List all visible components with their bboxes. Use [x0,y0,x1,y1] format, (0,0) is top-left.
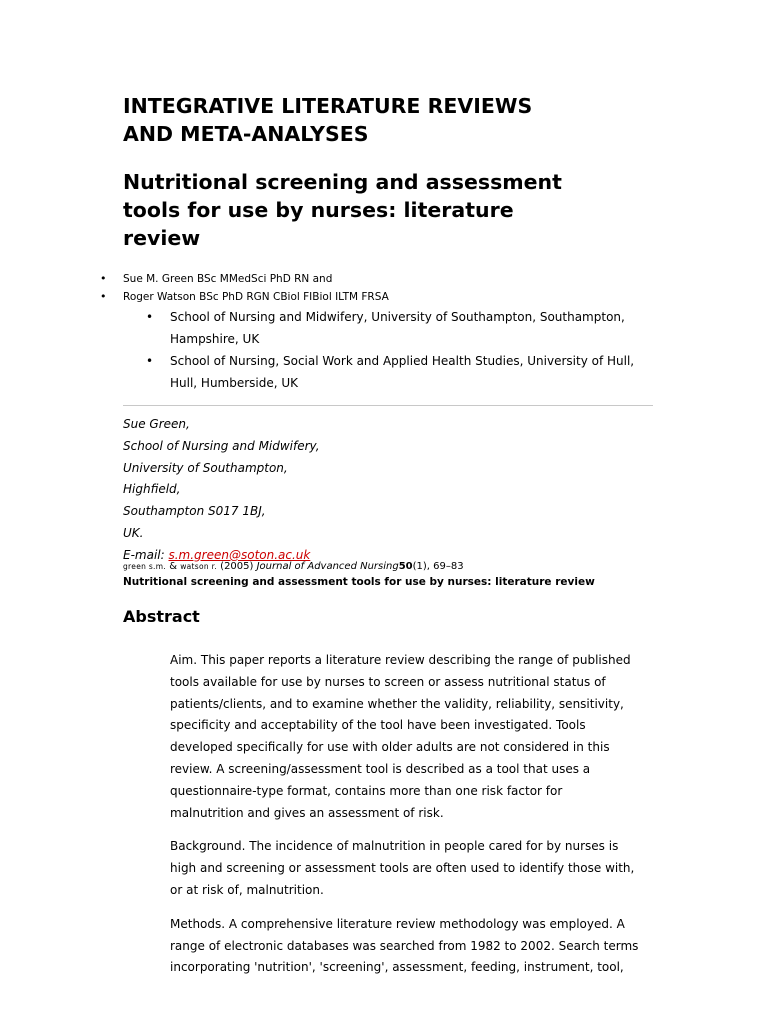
text-line: incorporating 'nutrition', 'screening', assessment, feeding, instrument, tool, [170,960,624,975]
citation-separator: & [166,561,181,572]
abstract-paragraph-methods [170,914,656,979]
affiliation-line: Hull, Humberside, UK [170,376,299,390]
abstract-heading: Abstract [123,607,200,626]
text-line: developed specifically for use with older adults are not considered in this [170,740,610,755]
text-line: patients/clients, and to examine whether the validity, reliability, sensitivity, [170,696,624,711]
citation-issue-pages: (1), 69–83 [412,561,464,572]
section-heading-line: AND META-ANALYSES [123,122,369,146]
citation-journal: Journal of Advanced Nursing [256,561,399,572]
author-item: • Roger Watson BSc PhD RGN CBiol FIBiol ILTM FRSA [100,288,700,306]
address-line: School of Nursing and Midwifery, [123,438,320,453]
address-line: Southampton S017 1BJ, [123,504,266,519]
affiliation-line: • School of Nursing, Social Work and Applied Health Studies, University of Hull, [170,354,635,368]
text-line: Aim. This paper reports a literature review describing the range of published [170,653,631,667]
text-line: range of electronic databases was searched from 1982 to 2002. Search terms [170,938,639,953]
email-label: E-mail: [123,547,169,562]
affiliation-item [146,306,656,350]
section-heading [123,92,683,148]
address-line: University of Southampton, [123,460,288,475]
citation-line [123,560,683,574]
correspondence-address [123,414,643,567]
address-line: UK. [123,525,144,540]
author-item: • Sue M. Green BSc MMedSci PhD RN and [100,270,700,288]
email-link[interactable]: s.m.green@soton.ac.uk [168,547,311,562]
article-title-line: review [123,226,201,250]
text-line: questionnaire-type format, contains more than one risk factor for [170,783,563,798]
abstract-paragraph-aim [170,650,656,824]
text-line: Background. The incidence of malnutrition in people cared for by nurses is [170,839,619,854]
text-line: Methods. A comprehensive literature review methodology was employed. A [170,916,625,931]
horizontal-divider [123,405,653,406]
affiliation-line: • School of Nursing and Midwifery, University of Southampton, Southampton, [170,310,625,324]
text-line: malnutrition and gives an assessment of risk. [170,805,444,820]
text-line: tools available for use by nurses to screen or assess nutritional status of [170,674,606,689]
author-list [100,270,700,306]
article-title [123,168,683,252]
address-line: Highfield, [123,482,181,497]
abstract-body [170,650,656,991]
citation-year: (2005) [216,561,257,572]
text-line: specificity and acceptability of the tool have been investigated. Tools [170,718,586,733]
citation-title: Nutritional screening and assessment tools for use by nurses: literature review [123,576,595,588]
citation-author: watson r. [180,562,217,571]
address-line: Sue Green, [123,417,190,431]
citation-author: green s.m. [123,562,167,571]
article-title-line: Nutritional screening and assessment [123,170,562,194]
affiliation-line: Hampshire, UK [170,332,260,346]
text-line: review. A screening/assessment tool is described as a tool that uses a [170,761,591,776]
article-title-line: tools for use by nurses: literature [123,198,514,222]
text-line: or at risk of, malnutrition. [170,882,324,897]
text-line: high and screening or assessment tools are often used to identify those with, [170,861,635,876]
affiliation-item [146,350,656,394]
affiliation-list [146,306,656,394]
section-heading-line: INTEGRATIVE LITERATURE REVIEWS [123,94,533,118]
abstract-paragraph-background [170,836,656,901]
citation-volume: 50 [398,561,413,572]
